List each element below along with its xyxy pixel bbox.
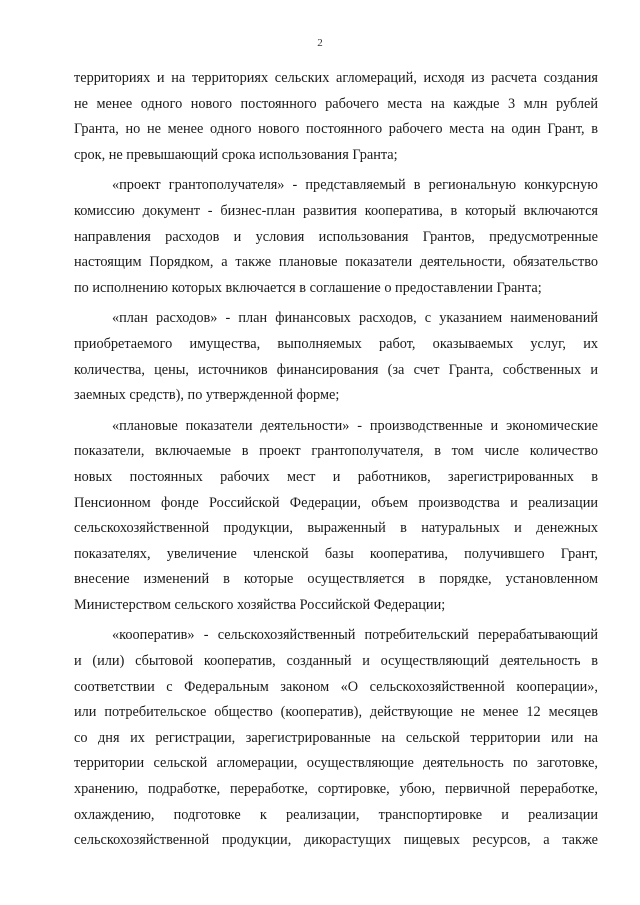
text-line: «кооператив» - сельскохозяйственный потребительский перерабатывающий: [112, 627, 598, 644]
paragraph-definition-planned-indicators: [74, 414, 598, 619]
text-line: срок, не превышающий срока использования Гранта;: [74, 146, 398, 163]
text-line: «плановые показатели деятельности» - производственные и экономические: [112, 417, 598, 434]
text-line: настоящим Порядком, а также плановые показатели деятельности, обязательство: [74, 254, 598, 271]
paragraph: [74, 66, 598, 168]
text-line: «план расходов» - план финансовых расходов, с указанием наименований: [112, 310, 598, 327]
text-line: показатели, включаемые в проект грантополучателя, в том числе количество: [74, 443, 598, 460]
text-line: новых постоянных рабочих мест и работников, зарегистрированных в: [74, 468, 598, 485]
text-line: сельскохозяйственной продукции, выраженный в натуральных и денежных: [74, 520, 598, 537]
text-line: территориях и на территориях сельских агломераций, исходя из расчета создания: [74, 70, 598, 86]
text-line: сельскохозяйственной продукции, дикорастущих пищевых ресурсов, а также: [74, 832, 598, 849]
text-line: «проект грантополучателя» - представляемый в региональную конкурсную: [112, 177, 598, 194]
text-line: комиссию документ - бизнес-план развития кооператива, в который включаются: [74, 202, 598, 219]
text-line: соответствии с Федеральным законом «О сельскохозяйственной кооперации»,: [74, 678, 598, 695]
text-line: Министерством сельского хозяйства Российской Федерации;: [74, 596, 446, 613]
text-line: не менее одного нового постоянного рабочего места на каждые 3 млн рублей: [74, 95, 598, 112]
text-line: показателях, увеличение членской базы кооператива, получившего Грант,: [74, 545, 598, 562]
text-line: и (или) сбытовой кооператив, созданный и осуществляющий деятельность в: [74, 653, 598, 670]
text-line: приобретаемого имущества, выполняемых работ, оказываемых услуг, их: [74, 335, 598, 352]
document-body: [74, 66, 598, 854]
text-line: по исполнению которых включается в соглашение о предоставлении Гранта;: [74, 279, 542, 296]
text-line: заемных средств), по утвержденной форме;: [74, 387, 340, 404]
text-line: хранению, подработке, переработке, сортировке, убою, первичной переработке,: [74, 781, 598, 798]
text-line: территории сельской агломерации, осуществляющие деятельность по заготовке,: [74, 755, 598, 772]
text-line: или потребительское общество (кооператив), действующие не менее 12 месяцев: [74, 704, 598, 721]
text-line: направления расходов и условия использования Грантов, предусмотренные: [74, 228, 598, 245]
text-line: охлаждению, подготовке к реализации, транспортировке и реализации: [74, 806, 598, 823]
text-line: со дня их регистрации, зарегистрированные на сельской территории или на: [74, 729, 598, 746]
paragraph-definition-project: [74, 173, 598, 301]
page-number: 2: [317, 37, 323, 49]
text-line: количества, цены, источников финансирования (за счет Гранта, собственных и: [74, 361, 598, 378]
paragraph-definition-cooperative: [74, 623, 598, 853]
text-line: внесение изменений в которые осуществляется в порядке, установленном: [74, 571, 598, 588]
text-line: Гранта, но не менее одного нового постоянного рабочего места на один Грант, в: [74, 121, 598, 138]
text-line: Пенсионном фонде Российской Федерации, объем производства и реализации: [74, 494, 598, 511]
paragraph-definition-expense-plan: [74, 306, 598, 408]
